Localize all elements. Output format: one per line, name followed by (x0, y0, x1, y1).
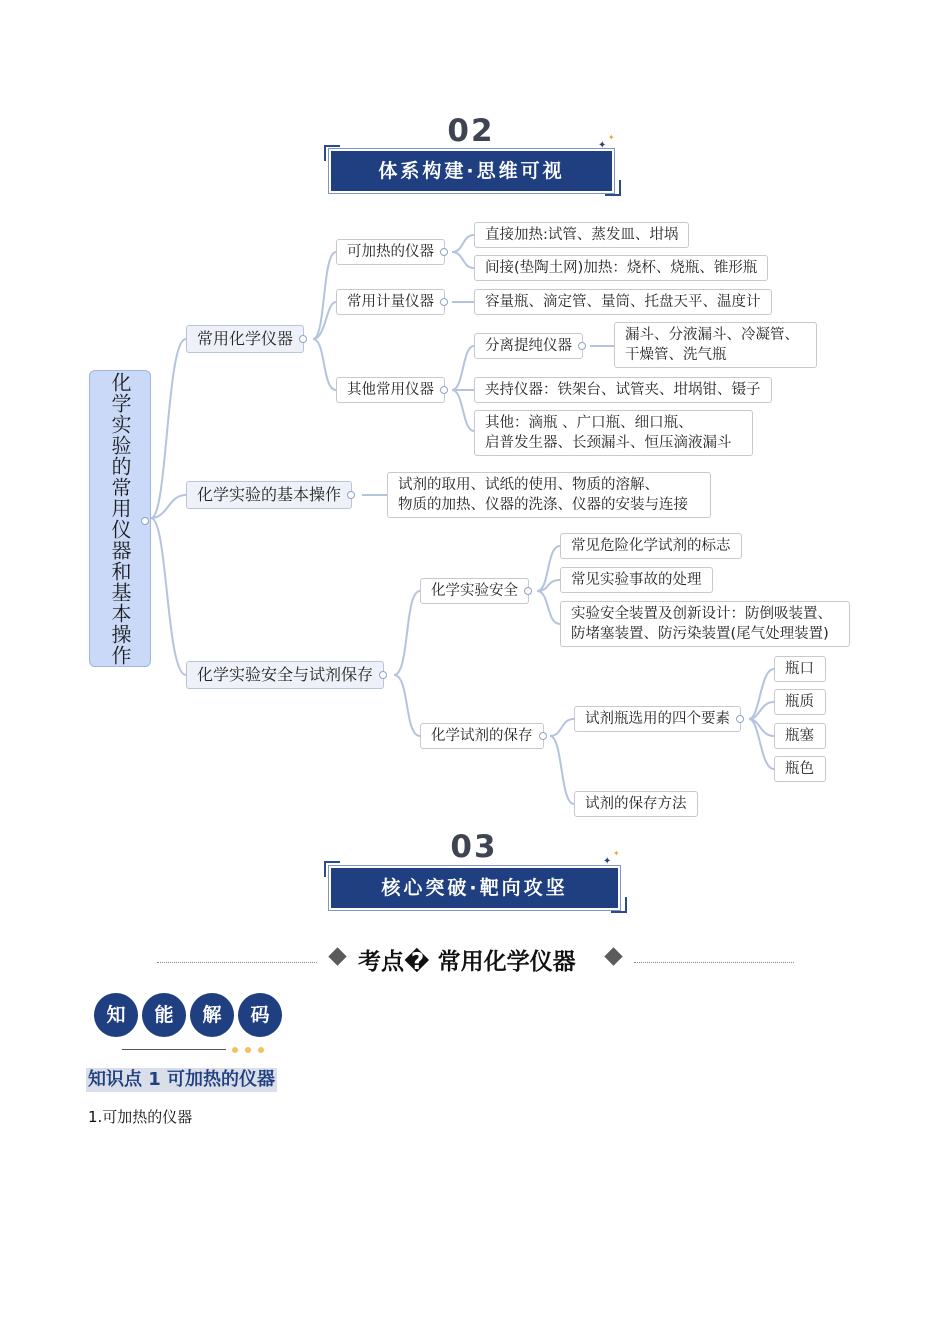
node-label: 可加热的仪器 (347, 244, 434, 260)
body-text: 1.可加热的仪器 (88, 1108, 193, 1126)
badge-char: 解 (190, 993, 234, 1037)
collapse-icon[interactable] (736, 715, 744, 723)
section-02-number: 02 (447, 113, 495, 149)
collapse-icon[interactable] (539, 732, 547, 740)
node-line: 漏斗、分液漏斗、冷凝管、 (625, 327, 799, 343)
mindmap-root (89, 370, 151, 667)
collapse-icon[interactable] (379, 671, 387, 679)
collapse-icon[interactable] (440, 386, 448, 394)
divider (634, 962, 794, 963)
sparkle-icon: ✦ (598, 140, 607, 151)
node-line: 防堵塞装置、防污染装置(尾气处理装置) (571, 626, 829, 642)
root-label: 化学实验的常用仪器和基本操作 (108, 371, 132, 666)
node-label: 试剂瓶选用的四个要素 (585, 711, 730, 727)
collapse-icon[interactable] (578, 342, 586, 350)
node-measuring (336, 289, 445, 315)
dot-icon (245, 1047, 251, 1053)
node-safety-devices (560, 601, 850, 647)
node-clamping: 夹持仪器：铁架台、试管夹、坩埚钳、镊子 (474, 377, 772, 403)
collapse-icon[interactable] (524, 587, 532, 595)
node-other-items (474, 410, 753, 456)
knowledge-point-title: 知识点 1 可加热的仪器 (88, 1069, 276, 1090)
dot-icon (258, 1047, 264, 1053)
collapse-icon[interactable] (440, 298, 448, 306)
section-03-title: 核心突破·靶向攻坚 (331, 868, 618, 908)
node-element: 瓶塞 (774, 723, 826, 749)
node-accident-handling: 常见实验事故的处理 (560, 567, 713, 593)
sparkle-icon: ✦ (603, 856, 612, 867)
node-element: 瓶质 (774, 689, 826, 715)
node-storage-method: 试剂的保存方法 (574, 791, 698, 817)
node-operations-detail (387, 472, 711, 518)
node-hazard-signs: 常见危险化学试剂的标志 (560, 533, 742, 559)
node-four-elements (574, 706, 741, 732)
node-element: 瓶口 (774, 656, 826, 682)
node-indirect-heating: 间接(垫陶土网)加热：烧杯、烧瓶、锥形瓶 (474, 255, 768, 281)
node-safety-storage (186, 661, 384, 689)
node-label: 化学实验的基本操作 (197, 485, 342, 504)
node-heatable (336, 239, 445, 265)
node-label: 化学试剂的保存 (431, 728, 533, 744)
badge-char: 能 (142, 993, 186, 1037)
node-measuring-items: 容量瓶、滴定管、量筒、托盘天平、温度计 (474, 289, 772, 315)
node-line: 试剂的取用、试纸的使用、物质的溶解、 (398, 477, 659, 493)
collapse-icon[interactable] (440, 248, 448, 256)
node-label: 化学实验安全 (431, 583, 518, 599)
section-02-title: 体系构建·思维可视 (331, 151, 612, 191)
badge-char: 码 (238, 993, 282, 1037)
node-common-instruments (186, 325, 304, 353)
badge-underline (122, 1049, 226, 1050)
node-line: 其他：滴瓶 、广口瓶、细口瓶、 (485, 415, 693, 431)
node-label: 其他常用仪器 (347, 382, 434, 398)
node-label: 常用计量仪器 (347, 294, 434, 310)
collapse-icon[interactable] (347, 491, 355, 499)
node-reagent-storage (420, 723, 544, 749)
node-lab-safety (420, 578, 529, 604)
kaodian-title: 考点� 常用化学仪器 (358, 949, 576, 975)
sparkle-icon: ✦ (608, 133, 615, 142)
collapse-icon[interactable] (141, 517, 149, 525)
node-label: 化学实验安全与试剂保存 (197, 665, 374, 684)
node-line: 实验安全装置及创新设计：防倒吸装置、 (571, 606, 832, 622)
node-label: 常用化学仪器 (197, 329, 294, 348)
diamond-icon (604, 947, 622, 965)
node-line: 物质的加热、仪器的洗涤、仪器的安装与连接 (398, 497, 688, 513)
sparkle-icon: ✦ (613, 849, 620, 858)
section-03-number: 03 (450, 829, 498, 865)
diamond-icon (328, 947, 346, 965)
node-separation (474, 333, 583, 359)
dot-icon (232, 1047, 238, 1053)
node-label: 分离提纯仪器 (485, 338, 572, 354)
node-line: 启普发生器、长颈漏斗、恒压滴液漏斗 (485, 435, 732, 451)
collapse-icon[interactable] (299, 335, 307, 343)
node-direct-heating: 直接加热:试管、蒸发皿、坩埚 (474, 222, 689, 248)
node-element: 瓶色 (774, 756, 826, 782)
node-separation-items (614, 322, 817, 368)
badge-char: 知 (94, 993, 138, 1037)
node-other-instruments (336, 377, 445, 403)
divider (157, 962, 317, 963)
node-basic-operations (186, 481, 352, 509)
node-line: 干燥管、洗气瓶 (625, 347, 727, 363)
